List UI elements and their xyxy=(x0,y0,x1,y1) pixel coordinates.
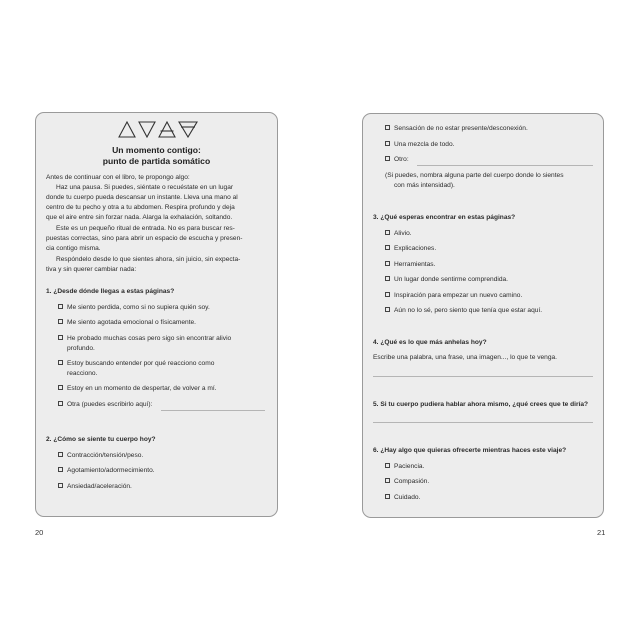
elements-icons xyxy=(118,121,200,138)
fire-triangle-icon xyxy=(119,122,135,137)
question-1: 1. ¿Desde dónde llegas a estas páginas? xyxy=(46,288,175,295)
intro-line: tiva y sin querer cambiar nada: xyxy=(46,266,137,273)
write-in-line[interactable] xyxy=(417,165,593,166)
checkbox[interactable] xyxy=(58,304,63,309)
option-item[interactable]: Herramientas. xyxy=(385,260,435,270)
intro-line: puestas correctas, sino para abrir un espacio de escucha y presen- xyxy=(46,235,243,242)
question-4-prompt: Escribe una palabra, una frase, una imagen..., lo que te venga. xyxy=(373,354,558,361)
intro-line: que el aire entre sin forzar nada. Alarga la exhalación, soltando. xyxy=(46,214,233,221)
option-item[interactable]: Estoy en un momento de despertar, de volver a mí. xyxy=(58,384,217,394)
air-triangle-icon xyxy=(159,122,175,137)
checkbox[interactable] xyxy=(385,494,390,499)
option-continuation: reacciono. xyxy=(67,370,98,377)
option-item[interactable]: Estoy buscando entender por qué reacciono como xyxy=(58,359,214,369)
left-page-card xyxy=(35,112,278,517)
option-item[interactable]: Un lugar donde sentirme comprendida. xyxy=(385,275,508,285)
checkbox[interactable] xyxy=(385,141,390,146)
question-4: 4. ¿Qué es lo que más anhelas hoy? xyxy=(373,339,487,346)
option-item[interactable]: Paciencia. xyxy=(385,462,424,472)
option-item[interactable]: Alivio. xyxy=(385,229,412,239)
right-page-card xyxy=(362,113,604,518)
water-triangle-icon xyxy=(139,122,155,137)
page-number-right: 21 xyxy=(597,528,606,537)
write-in-line[interactable] xyxy=(373,422,593,423)
checkbox[interactable] xyxy=(58,360,63,365)
intro-line: Respóndelo desde lo que sientes ahora, sin juicio, sin expecta- xyxy=(56,256,241,263)
option-item[interactable]: Me siento agotada emocional o físicamente. xyxy=(58,318,196,328)
checkbox[interactable] xyxy=(385,261,390,266)
checkbox[interactable] xyxy=(58,483,63,488)
write-in-line[interactable] xyxy=(373,376,593,377)
checkbox[interactable] xyxy=(385,156,390,161)
option-item[interactable]: Cuidado. xyxy=(385,493,420,503)
intro-line: Este es un pequeño ritual de entrada. No es para buscar res- xyxy=(56,225,235,232)
question-3: 3. ¿Qué esperas encontrar en estas páginas? xyxy=(373,214,516,221)
option-continuation: profundo. xyxy=(67,345,95,352)
checkbox[interactable] xyxy=(385,245,390,250)
checkbox[interactable] xyxy=(385,292,390,297)
option-item[interactable]: He probado muchas cosas pero sigo sin encontrar alivio xyxy=(58,334,231,344)
checkbox[interactable] xyxy=(385,307,390,312)
checkbox[interactable] xyxy=(385,276,390,281)
earth-triangle-icon xyxy=(179,122,197,137)
checkbox[interactable] xyxy=(58,401,63,406)
note-line: (Si puedes, nombra alguna parte del cuerpo donde lo sientes xyxy=(385,172,564,179)
option-item[interactable]: Explicaciones. xyxy=(385,244,436,254)
checkbox[interactable] xyxy=(58,335,63,340)
intro-line: donde tu cuerpo pueda descansar un instante. Lleva una mano al xyxy=(46,194,238,201)
intro-line: centro de tu pecho y otra a tu abdomen. Respira profundo y deja xyxy=(46,204,235,211)
question-5: 5. Si tu cuerpo pudiera hablar ahora mismo, ¿qué crees que te diría? xyxy=(373,401,589,408)
option-item[interactable]: Contracción/tensión/peso. xyxy=(58,451,143,461)
option-item[interactable]: Otra (puedes escribirlo aquí): xyxy=(58,400,152,410)
option-item[interactable]: Me siento perdida, como si no supiera quién soy. xyxy=(58,303,210,313)
checkbox[interactable] xyxy=(58,385,63,390)
checkbox[interactable] xyxy=(58,467,63,472)
question-2: 2. ¿Cómo se siente tu cuerpo hoy? xyxy=(46,436,156,443)
option-item[interactable]: Compasión. xyxy=(385,477,429,487)
checkbox[interactable] xyxy=(385,125,390,130)
page-title-line2: punto de partida somático xyxy=(102,156,211,166)
option-item[interactable]: Ansiedad/aceleración. xyxy=(58,482,132,492)
intro-line: Antes de continuar con el libro, te propongo algo: xyxy=(46,174,190,181)
option-item[interactable]: Agotamiento/adormecimiento. xyxy=(58,466,155,476)
checkbox[interactable] xyxy=(385,478,390,483)
option-item[interactable]: Inspiración para empezar un nuevo camino. xyxy=(385,291,522,301)
option-item[interactable]: Sensación de no estar presente/desconexión. xyxy=(385,124,528,134)
question-6: 6. ¿Hay algo que quieras ofrecerte mientras haces este viaje? xyxy=(373,447,567,454)
option-item[interactable]: Otro: xyxy=(385,155,409,165)
checkbox[interactable] xyxy=(385,463,390,468)
option-item[interactable]: Aún no lo sé, pero siento que tenía que estar aquí. xyxy=(385,306,542,316)
write-in-line[interactable] xyxy=(161,410,265,411)
intro-line: cia contigo misma. xyxy=(46,245,101,252)
page-title-line1: Un momento contigo: xyxy=(112,145,201,155)
checkbox[interactable] xyxy=(58,319,63,324)
option-item[interactable]: Una mezcla de todo. xyxy=(385,140,454,150)
page-number-left: 20 xyxy=(35,528,44,537)
note-line: con más intensidad). xyxy=(394,182,455,189)
intro-line: Haz una pausa. Si puedes, siéntate o recuéstate en un lugar xyxy=(56,184,234,191)
checkbox[interactable] xyxy=(58,452,63,457)
checkbox[interactable] xyxy=(385,230,390,235)
